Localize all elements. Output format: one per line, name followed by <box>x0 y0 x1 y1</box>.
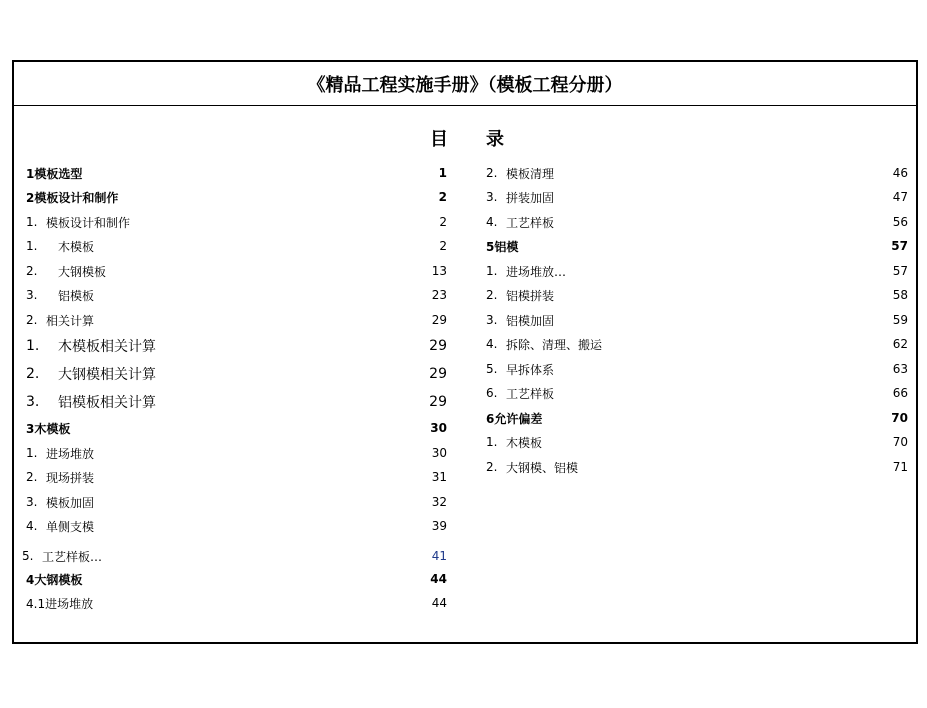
toc-entry-page: 56 <box>892 215 908 229</box>
toc-entry[interactable] <box>26 311 447 329</box>
toc-entry-label <box>26 287 417 304</box>
toc-entry-label <box>26 445 417 462</box>
toc-entry-label <box>26 214 417 231</box>
toc-entry[interactable] <box>26 237 447 255</box>
toc-entry-index: 3. <box>26 394 40 410</box>
toc-entry-index: 1. <box>486 435 498 449</box>
toc-entry-label <box>26 189 417 206</box>
toc-entry-page: 66 <box>892 386 908 400</box>
toc-entry-index: 5. <box>486 362 498 376</box>
toc-entry-index: 1. <box>26 338 40 354</box>
toc-entry-text: 4大钢模板 <box>26 572 83 587</box>
toc-entry-label <box>26 518 417 535</box>
toc-entry[interactable] <box>26 337 447 355</box>
toc-entry[interactable] <box>26 393 447 411</box>
toc-entry-text: 工艺样板… <box>42 549 103 564</box>
toc-entry-page: 30 <box>430 421 447 435</box>
toc-entry[interactable] <box>26 444 447 462</box>
toc-entry-index: 3. <box>486 190 498 204</box>
toc-entry[interactable] <box>486 384 908 402</box>
toc-entry-page: 47 <box>892 190 908 204</box>
document-title: 《精品工程实施手册》（模板工程分册） <box>14 62 916 106</box>
toc-entry-page: 57 <box>892 264 908 278</box>
toc-entry-index: 4. <box>486 215 498 229</box>
toc-entry-index: 5. <box>22 549 34 563</box>
toc-entry[interactable] <box>26 570 447 588</box>
toc-entry[interactable] <box>486 360 908 378</box>
toc-entry-index: 1. <box>26 239 38 253</box>
toc-entry-page: 41 <box>431 549 447 563</box>
toc-entry-label <box>22 548 417 565</box>
toc-entry-label <box>486 238 878 255</box>
toc-entry-index: 4. <box>486 337 498 351</box>
toc-entry-text: 相关计算 <box>46 313 95 328</box>
toc-entry-page: 2 <box>439 239 447 253</box>
toc-entry-index: 2. <box>26 264 38 278</box>
toc-entry-page: 29 <box>429 338 447 354</box>
toc-entry-page: 39 <box>431 519 447 533</box>
toc-entry[interactable] <box>486 188 908 206</box>
toc-entry-index: 3. <box>486 313 498 327</box>
toc-entry[interactable] <box>26 517 447 535</box>
toc-entry-text: 木模板 <box>58 239 95 254</box>
toc-entry[interactable] <box>26 419 447 437</box>
toc-entry-text: 3木模板 <box>26 421 71 436</box>
toc-entry[interactable] <box>486 433 908 451</box>
toc-entry-index: 1. <box>26 215 38 229</box>
toc-entry-text: 拆除、清理、搬运 <box>506 337 603 352</box>
toc-entry-page: 71 <box>892 460 908 474</box>
toc-entry-page: 44 <box>431 596 447 610</box>
toc-entry-label <box>26 165 417 182</box>
toc-entry-index: 2. <box>26 366 40 382</box>
toc-entry-text: 模板加固 <box>46 495 95 510</box>
toc-entry-text: 大钢模板 <box>58 264 107 279</box>
toc-entry[interactable] <box>486 311 908 329</box>
toc-entry-label <box>486 312 878 329</box>
toc-entry-page: 70 <box>891 411 908 425</box>
toc-entry[interactable] <box>486 262 908 280</box>
toc-entry-page: 29 <box>429 366 447 382</box>
toc-entry-index: 2. <box>26 313 38 327</box>
toc-entry[interactable] <box>26 286 447 304</box>
toc-entry-text: 5铝模 <box>486 239 519 254</box>
toc-entry-text: 铝模板相关计算 <box>58 395 156 411</box>
toc-entry[interactable] <box>26 188 447 206</box>
toc-entry-text: 进场堆放… <box>506 264 567 279</box>
toc-entry-text: 大钢模、铝模 <box>506 460 579 475</box>
toc-entry-text: 模板设计和制作 <box>46 215 131 230</box>
toc-entry-page: 44 <box>430 572 447 586</box>
toc-entry-text: 铝模板 <box>58 288 95 303</box>
toc-entry[interactable] <box>486 286 908 304</box>
toc-entry[interactable] <box>486 237 908 255</box>
toc-entry-label <box>486 263 878 280</box>
toc-entry-page: 13 <box>431 264 447 278</box>
toc-entry-index: 1. <box>26 446 38 460</box>
toc-entry-index: 3. <box>26 495 38 509</box>
toc-entry-index: 2. <box>486 166 498 180</box>
toc-entry-page: 1 <box>438 166 447 180</box>
toc-entry[interactable] <box>26 262 447 280</box>
toc-entry-page: 57 <box>891 239 908 253</box>
toc-entry-label <box>486 410 878 427</box>
toc-entry-label <box>486 361 878 378</box>
toc-entry-page: 32 <box>431 495 447 509</box>
toc-entry[interactable] <box>22 547 447 565</box>
toc-entry-label <box>26 595 417 612</box>
toc-entry-label <box>26 364 417 384</box>
toc-entry-text: 2模板设计和制作 <box>26 190 119 205</box>
toc-entry[interactable] <box>26 213 447 231</box>
toc-entry-label <box>486 189 878 206</box>
toc-heading-right: 录 <box>486 129 504 150</box>
toc-entry-text: 4.1进场堆放 <box>26 596 94 611</box>
toc-entry-text: 现场拼装 <box>46 470 95 485</box>
toc-entry-index: 6. <box>486 386 498 400</box>
toc-entry-label <box>486 385 878 402</box>
toc-entry-label <box>486 287 878 304</box>
toc-entry-label <box>486 214 878 231</box>
toc-entry-text: 6允许偏差 <box>486 411 543 426</box>
toc-entry-label <box>26 571 417 588</box>
toc-entry-page: 62 <box>892 337 908 351</box>
toc-entry-index: 4. <box>26 519 38 533</box>
toc-entry[interactable] <box>26 164 447 182</box>
toc-entry-page: 2 <box>439 215 447 229</box>
toc-entry-text: 铝模加固 <box>506 313 555 328</box>
toc-entry-label <box>486 459 878 476</box>
toc-entry-page: 59 <box>892 313 908 327</box>
toc-entry-label <box>26 469 417 486</box>
toc-entry-text: 大钢模相关计算 <box>58 367 156 383</box>
toc-entry-page: 29 <box>431 313 447 327</box>
toc-entry-text: 早拆体系 <box>506 362 555 377</box>
toc-entry-text: 铝模拼装 <box>506 288 555 303</box>
toc-entry-text: 木模板 <box>506 435 543 450</box>
toc-entry-page: 30 <box>431 446 447 460</box>
toc-entry-label <box>26 336 417 356</box>
toc-entry-index: 3. <box>26 288 38 302</box>
toc-entry[interactable] <box>26 594 447 612</box>
toc-entry-page: 23 <box>431 288 447 302</box>
document-frame <box>12 60 918 644</box>
toc-entry-page: 46 <box>892 166 908 180</box>
toc-entry[interactable] <box>486 409 908 427</box>
toc-entry[interactable] <box>26 468 447 486</box>
toc-entry-text: 单侧支模 <box>46 519 95 534</box>
toc-entry-page: 63 <box>892 362 908 376</box>
toc-entry-index: 2. <box>26 470 38 484</box>
toc-entry-page: 2 <box>438 190 447 204</box>
toc-entry-label <box>26 420 417 437</box>
toc-entry[interactable] <box>486 213 908 231</box>
toc-entry-text: 木模板相关计算 <box>58 339 156 355</box>
toc-heading-left: 目 <box>430 129 448 150</box>
toc-entry-index: 2. <box>486 460 498 474</box>
toc-entry[interactable] <box>486 164 908 182</box>
toc-entry-text: 工艺样板 <box>506 386 555 401</box>
toc-entry[interactable] <box>486 335 908 353</box>
toc-entry[interactable] <box>486 458 908 476</box>
toc-entry-text: 进场堆放 <box>46 446 95 461</box>
toc-entry-text: 1模板选型 <box>26 166 83 181</box>
toc-entry-page: 58 <box>892 288 908 302</box>
toc-entry-page: 29 <box>429 394 447 410</box>
toc-entry-label <box>26 312 417 329</box>
toc-entry-label <box>26 494 417 511</box>
toc-entry-label <box>26 392 417 412</box>
toc-entry-label <box>486 165 878 182</box>
toc-entry-index: 1. <box>486 264 498 278</box>
toc-entry-label <box>486 434 878 451</box>
toc-entry-label <box>26 263 417 280</box>
toc-entry-label <box>486 336 878 353</box>
toc-entry-text: 模板清理 <box>506 166 555 181</box>
toc-entry-text: 工艺样板 <box>506 215 555 230</box>
toc-entry[interactable] <box>26 365 447 383</box>
toc-entry-index: 2. <box>486 288 498 302</box>
toc-entry-page: 31 <box>431 470 447 484</box>
toc-entry-page: 70 <box>892 435 908 449</box>
toc-entry-label <box>26 238 417 255</box>
toc-entry-text: 拼装加固 <box>506 190 555 205</box>
toc-entry[interactable] <box>26 493 447 511</box>
